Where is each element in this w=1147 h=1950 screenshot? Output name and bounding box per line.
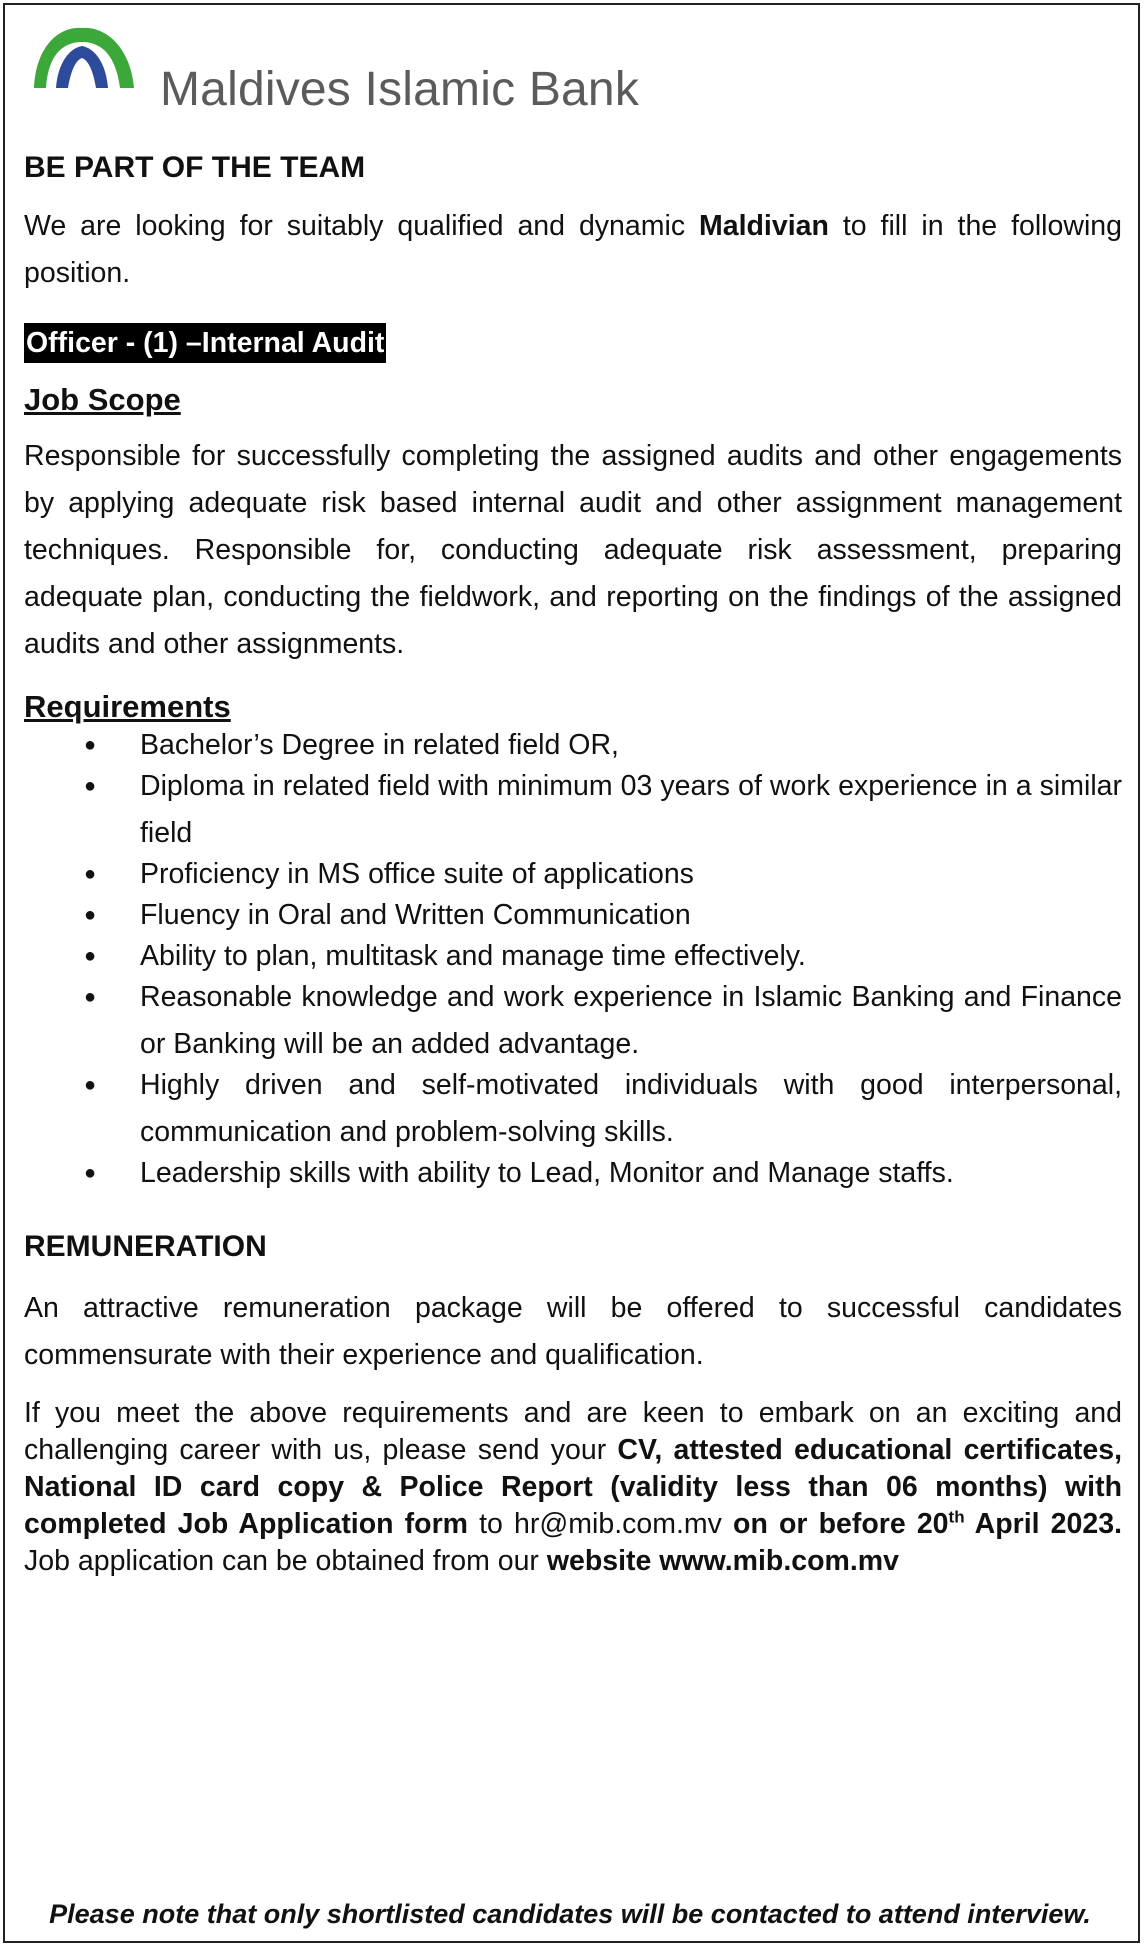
bullet-icon: ● — [84, 904, 97, 926]
apply-form-text: Job application can be obtained from our — [24, 1545, 547, 1577]
apply-deadline — [722, 1508, 1122, 1540]
position-title: Officer - (1) –Internal Audit — [24, 323, 386, 363]
intro-text: We are looking for suitably qualified and dynamic — [24, 210, 700, 242]
deadline-text: on or before 20 — [721, 1508, 949, 1540]
apply-to: to — [468, 1508, 515, 1540]
requirements-list — [24, 722, 1122, 1197]
application-instructions — [24, 1395, 1122, 1580]
job-scope-text: Responsible for successfully completing the assigned audits and other engagements by applying adequate risk based internal audit and other assignment management techniques. Responsible for, conducting adequate risk assessment, preparing adequate plan, conducting the fieldwork, and reporting on the findings of the assigned audits and other assignments. — [24, 440, 1122, 660]
job-scope-heading: Job Scope — [24, 382, 181, 417]
intro-text-end: to fill in the following position. — [24, 210, 1122, 289]
position-title-row — [24, 323, 1122, 363]
bullet-icon: ● — [84, 986, 97, 1008]
intro-nationality: Maldivian — [699, 210, 829, 242]
shortlist-note: Please note that only shortlisted candidates will be contacted to attend interview. — [49, 1899, 1091, 1929]
bullet-icon: ● — [84, 945, 97, 967]
bank-logo — [30, 20, 650, 120]
bullet-icon: ● — [84, 734, 97, 756]
remuneration-heading: REMUNERATION — [24, 1230, 267, 1263]
remuneration-text: An attractive remuneration package will be offered to successful candidates commensurate with their experience and qualification. — [24, 1292, 1122, 1371]
deadline-suffix: th — [948, 1507, 965, 1527]
apply-text: If you meet the above requirements and are keen to embark on an exciting and challenging career with us, please send your — [24, 1397, 1122, 1466]
deadline-date: April 2023. — [964, 1508, 1123, 1540]
requirement-item — [24, 892, 1122, 939]
requirement-item — [24, 763, 1122, 857]
requirement-item — [24, 933, 1122, 980]
apply-website[interactable]: website www.mib.com.mv — [546, 1545, 899, 1577]
requirement-text: Fluency in Oral and Written Communication — [140, 899, 691, 931]
bank-name: Maldives Islamic Bank — [160, 63, 640, 116]
bank-logo-mark-icon — [30, 20, 140, 100]
requirement-item — [24, 851, 1122, 898]
bullet-icon: ● — [84, 1074, 97, 1096]
bullet-icon: ● — [84, 863, 97, 885]
bullet-icon: ● — [84, 775, 97, 797]
requirement-text: Proficiency in MS office suite of applications — [140, 858, 694, 890]
requirement-text: Diploma in related field with minimum 03 years of work experience in a similar field — [140, 770, 1122, 849]
requirement-item — [24, 974, 1122, 1068]
requirements-heading: Requirements — [24, 689, 231, 724]
requirement-text: Highly driven and self-motivated individuals with good interpersonal, communication and problem-solving skills. — [140, 1069, 1122, 1148]
requirement-text: Ability to plan, multitask and manage time effectively. — [140, 940, 806, 972]
advertisement-body — [24, 140, 1122, 1580]
apply-documents: CV, attested educational certificates, National ID card copy & Police Report (validity less than 06 months) with completed Job Application form — [24, 1434, 1122, 1540]
requirement-text: Reasonable knowledge and work experience in Islamic Banking and Finance or Banking will be an added advantage. — [140, 981, 1122, 1060]
apply-email[interactable]: hr@mib.com.mv — [514, 1508, 722, 1540]
requirement-item — [24, 1150, 1122, 1197]
requirement-text: Bachelor’s Degree in related field OR, — [140, 729, 619, 761]
requirement-text: Leadership skills with ability to Lead, Monitor and Manage staffs. — [140, 1157, 954, 1189]
requirement-item — [24, 1062, 1122, 1156]
requirement-item — [24, 722, 1122, 769]
bullet-icon: ● — [84, 1162, 97, 1184]
page-title: BE PART OF THE TEAM — [24, 151, 366, 184]
intro-paragraph — [24, 203, 1122, 297]
